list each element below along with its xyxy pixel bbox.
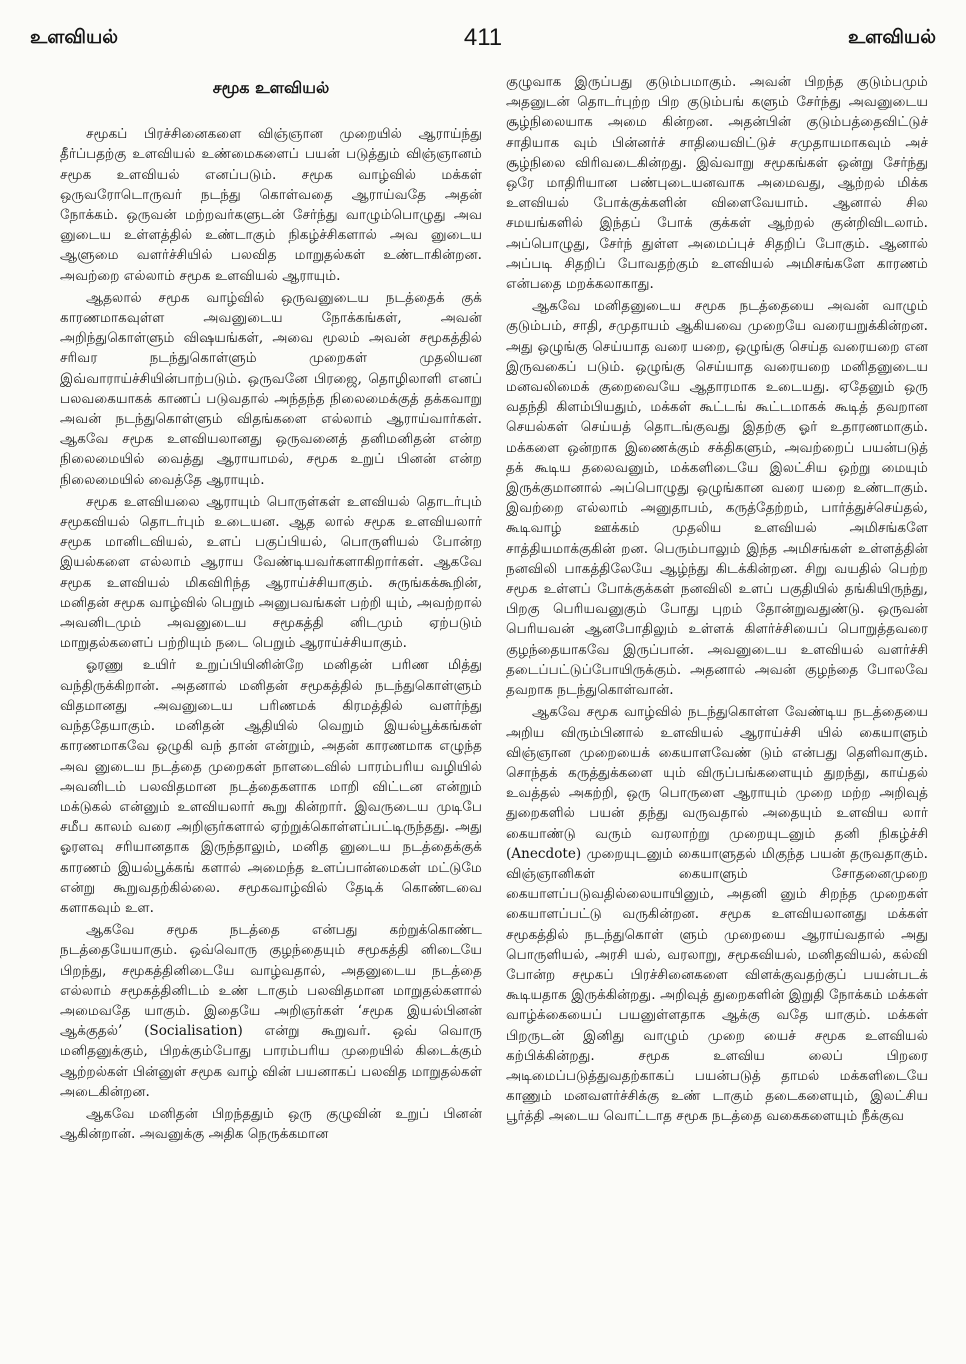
paragraph: ஆகவே சமூக வாழ்வில் நடந்துகொள்ள வேண்டிய நடத்தையை அறிய விரும்பினால் உளவியல் ஆராய்ச்சி யில் கையாளும் விஞ்ஞான முறையைக் கையாளவேண் டும் என்பது தெளிவாகும். சொந்தக் கருத்துக்களை யும் விருப்பங்களையும் துறந்து, காய்தல் உவத்தல் அகற்றி, ஒரு பொருளை ஆராயும் முறை மற்ற அறிவுத் துறைகளில் பயன் தந்து வருவதால் அதையும் உளவிய லார் கையாண்டு வரும் வரலாற்று முறையுடனும் தனி நிகழ்ச்சி (Anecdote) முறையுடனும் கையாளுதல் மிகுந்த பயன் தருவதாகும். விஞ்ஞானிகள் கையாளும் சோதனைமுறை கையாளப்படுவதில்லையாயினும், அதனி னும் சிறந்த முறைகள் கையாளப்பட்டு வருகின்றன. சமூக உளவியலானது மக்கள் சமூகத்தில் நடந்துகொள் ளும் முறையை ஆராய்வதால் அது பொருளியல், அரசி யல், வரலாறு, சமூகவியல், மனிதவியல், கல்வி போன்ற சமூகப் பிரச்சினைகளை விளக்குவதற்குப் பயன்படக் கூடியதாக இருக்கின்றது. அறிவுத் துறைகளின் இறுதி நோக்கம் மக்கள் வாழ்க்கையைப் பயனுள்ளதாக ஆக்கு வதே யாகும். மக்கள் பிறருடன் இனிது வாழும் முறை யைச் சமூக உளவியல் கற்பிக்கின்றது. சமூக உளவிய லைப் பிறரை அடிமைப்படுத்துவதற்காகப் பயன்படுத் தாமல் மக்களிடையே காணும் மனவளர்ச்சிக்கு உண் டாகும் தடைகளையும், இலட்சிய பூர்த்தி அடைய வொட்டாத சமூக நடத்தை வகைகளையும் நீக்குவ [506,704,928,1125]
running-head-right: உளவியல் [847,26,936,48]
paragraph: சமூக உளவியலை ஆராயும் பொருள்கள் உளவியல் தொடர்பும் சமூகவியல் தொடர்பும் உடையன. ஆத லால் சமூக உளவியலார் சமூக மானிடவியல், உளப் பகுப்பியல், பொருளியல் போன்ற இயல்களை எல்லாம் ஆராய வேண்டியவர்களாகிறார்கள். ஆகவே சமூக உளவியல் மிகவிரிந்த ஆராய்ச்சியாகும். சுருங்கக்கூறின், மனிதன் சமூக வாழ்வில் பெறும் அனுபவங்கள் பற்றி யும், அவற்றால் அவனிடமும் அவனுடைய சமூகத்தி னிடமும் ஏற்படும் மாறுதல்களைப் பற்றியும் நடை பெறும் ஆராய்ச்சியாகும். [60,493,482,652]
right-column [506,72,928,1352]
paragraph-continued: குழுவாக இருப்பது குடும்பமாகும். அவன் பிறந்த குடும்பமும் அதனுடன் தொடர்புற்ற பிற குடும்பங் களும் சேர்ந்து அவனுடைய சூழ்நிலையாக அமை கின்றன. அதன்பின் குடும்பத்தைவிட்டுச் சாதியாக வும் பின்னர்ச் சாதியைவிட்டுச் சமுதாயமாகவும் அச் சூழ்நிலை விரிவடைகின்றது. இவ்வாறு சமூகங்கள் ஒன்று சேர்ந்து ஒரே மாதிரியான பண்புடையனவாக அமைவது, ஆற்றல் மிக்க உளவியல் போக்குக்களின் விளைவேயாம். ஆனால் சில சமயங்களில் இந்தப் போக் குக்கள் ஆற்றல் குன்றிவிடலாம். அப்பொழுது, சேர்ந் துள்ள அமைப்புச் சிதறிப் போகும். ஆனால் அப்படி சிதறிப் போவதற்கும் உளவியல் அமிசங்களே காரணம் என்பதை மறக்கலாகாது. [506,74,928,293]
left-column [60,72,482,1352]
running-head-left: உளவியல் [30,26,119,48]
page-number: 411 [463,24,503,51]
page-header [30,26,936,56]
paragraph: ஆகவே சமூக நடத்தை என்பது கற்றுக்கொண்ட நடத்தையேயாகும். ஒவ்வொரு குழந்தையும் சமூகத்தி னிடையே பிறந்து, சமூகத்தினிடையே வாழ்வதால், அதனுடைய நடத்தை எல்லாம் சமூகத்தினிடம் உண் டாகும் பலவிதமான மாறுதல்களால் அமைவதே யாகும். இதையே அறிஞர்கள் ‘சமூக இயல்பினன் ஆக்குதல்’ (Socialisation) என்று கூறுவர். ஒவ் வொரு மனிதனுக்கும், பிறக்கும்போது பாரம்பரிய முறையில் கிடைக்கும் ஆற்றல்கள் பின்னுள் சமூக வாழ் வின் பயனாகப் பலவித மாறுதல்கள் அடைகின்றன. [60,922,482,1100]
paragraph: சமூகப் பிரச்சினைகளை விஞ்ஞான முறையில் ஆராய்ந்து தீர்ப்பதற்கு உளவியல் உண்மைகளைப் பயன் படுத்தும் விஞ்ஞானம் சமூக உளவியல் எனப்படும். சமூக வாழ்வில் மக்கள் ஒருவரோடொருவர் நடந்து கொள்வதை ஆராய்வதே அதன் நோக்கம். ஒருவன் மற்றவர்களுடன் சேர்ந்து வாழும்பொழுது அவ னுடைய உள்ளத்தில் உண்டாகும் நிகழ்ச்சிகளால் அவ னுடைய ஆளுமை வளர்ச்சியில் பலவித மாறுதல்கள் உண்டாகின்றன. அவற்றை எல்லாம் சமூக உளவியல் ஆராயும். [60,126,482,284]
paragraph: ஓரணு உயிர் உறுப்பியினின்றே மனிதன் பரிண மித்து வந்திருக்கிறான். அதனால் மனிதன் சமூகத்தில் நடந்துகொள்ளும் விதமானது அவனுடைய பரிணமக் கிரமத்தில் வளர்ந்து வந்ததேயாகும். மனிதன் ஆதியில் வெறும் இயல்பூக்கங்கள் காரணமாகவே ஒழுகி வந் தான் என்றும், அதன் காரணமாக எழுந்த அவ னுடைய நடத்தை முறைகள் நாளடைவில் பாரம்பரிய வழியில் அவனிடம் பலவிதமான நடத்தைகளாக மாறி விட்டன என்றும் மக்டுகல் என்னும் உளவியலார் கூறு கின்றார். இவருடைய முடிபே சமீப காலம் வரை அறிஞர்களால் ஏற்றுக்கொள்ளப்பட்டிருந்தது. அது ஓரளவு சரியானதாக இருந்தாலும், மனித னுடைய நடத்தைக்குக் காரணம் இயல்பூக்கங் களால் அமைந்த உளப்பான்மைகள் மட்டுமே என்று கூறுவதற்கில்லை. சமூகவாழ்வில் தேடிக் கொண்டவை களாகவும் உள. [60,657,482,916]
paragraph: ஆதலால் சமூக வாழ்வில் ஒருவனுடைய நடத்தைக் குக் காரணமாகவுள்ள அவனுடைய நோக்கங்கள், அவன் அறிந்துகொள்ளும் விஷயங்கள், அவை மூலம் அவன் சமூகத்தில் சரிவர நடந்துகொள்ளும் முறைகள் முதலியன இவ்வாராய்ச்சியின்பாற்படும். ஒருவனே பிரஜை, தொழிலாளி எனப் பலவகையாகக் காணப் படுவதால் அந்தந்த நிலைமைக்குத் தக்கவாறு அவன் நடந்துகொள்ளும் விதங்களை எல்லாம் ஆராய்வார்கள். ஆகவே சமூக உளவியலானது ஒருவனைத் தனிமனிதன் என்ற நிலைமையில் வைத்து ஆராயாமல், சமூக உறுப் பினன் என்ற நிலைமையில் வைத்தே ஆராயும். [60,289,482,488]
section-title: சமூக உளவியல் [212,78,330,97]
paragraph: ஆகவே மனிதனுடைய சமூக நடத்தையை அவன் வாழும் குடும்பம், சாதி, சமுதாயம் ஆகியவை முறையே வரையறுக்கின்றன. அது ஒழுங்கு செய்யாத வரை யறை, ஒழுங்கு செய்த வரையறை என இருவகைப் படும். ஒழுங்கு செய்யாத வரையறை மனிதனுடைய மனவலிமைக் குறைவையே ஆதாரமாக உடையது. ஏதேனும் ஒரு வதந்தி கிளம்பியதும், மக்கள் கூட்டங் கூட்டமாகக் கூடித் தவறான செயல்கள் செய்யத் தொடங்குவது இதற்கு ஓர் உதாரணமாகும். மக்களை ஒன்றாக இணைக்கும் சக்திகளும், அவற்றைப் பயன்படுத் தக் கூடிய தலைவனும், மக்களிடையே இலட்சிய ஒற்று மையும் இருக்குமானால் அப்பொழுது ஒழுங்கான வரை யறை உண்டாகும். இவற்றை எல்லாம் அனுதாபம், கருத்தேற்றம், பார்த்துச்செய்தல், கூடிவாழ் ஊக்கம் முதலிய உளவியல் அமிசங்களே சாத்தியமாக்குகின் றன. பெரும்பாலும் இந்த அமிசங்கள் உள்ளத்தின் நனவிலி பாகத்திலேயே ஆழ்ந்து கிடக்கின்றன. சிறு வயதில் பெற்ற சமூக உள்ளப் போக்குக்கள் நனவிலி உளப் பகுதியில் தங்கியிருந்து, பிறகு பெரியவனுகும் போது புறம் தோன்றுவதுண்டு. ஒருவன் பெரியவன் ஆனபோதிலும் உள்ளக் கிளர்ச்சியைப் பொறுத்தவரை குழந்தையாகவே இருப்பான். அவனுடைய உளவியல் வளர்ச்சி தடைப்பட்டுப்போயிருக்கும். அதனால் அவன் குழந்தை போலவே தவறாக நடந்துகொள்வான். [506,298,928,699]
paragraph: ஆகவே மனிதன் பிறந்ததும் ஒரு குழுவின் உறுப் பினன் ஆகின்றான். அவனுக்கு அதிக நெருக்கமான [60,1105,482,1143]
